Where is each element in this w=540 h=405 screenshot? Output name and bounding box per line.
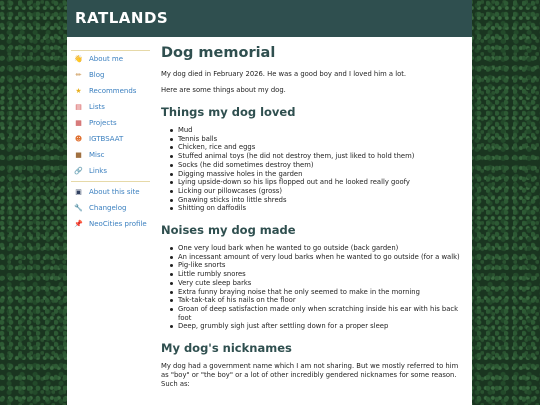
heart-eyes-icon: ☻ <box>74 134 83 143</box>
sidebar-item-projects[interactable] <box>71 115 150 131</box>
page-title: Dog memorial <box>161 45 276 61</box>
list-item: Groan of deep satisfaction made only when scratching inside his ear with his back foot <box>169 305 466 322</box>
sidebar-item-changelog[interactable] <box>71 200 150 216</box>
waving-hand-icon: 👋 <box>74 54 83 63</box>
sidebar-item-label: Links <box>89 167 107 175</box>
list-item: An incessant amount of very loud barks when he wanted to go outside (for a walk) <box>169 253 466 262</box>
list-item: Stuffed animal toys (he did not destroy them, just liked to hold them) <box>169 152 466 161</box>
sidebar-item-label: Changelog <box>89 204 127 212</box>
list-item: Tak-tak-tak of his nails on the floor <box>169 296 466 305</box>
site-header <box>67 0 472 37</box>
sidebar-item-label: Blog <box>89 71 105 79</box>
floppy-disk-icon: ▣ <box>75 187 82 196</box>
list-item: Gnawing sticks into little shreds <box>169 196 466 205</box>
list-item: Lying upside-down so his lips flopped out and he looked really goofy <box>169 178 466 187</box>
list-item: Chicken, rice and eggs <box>169 143 466 152</box>
box-icon: ■ <box>75 150 82 159</box>
nicknames-paragraph: My dog had a government name which I am not sharing. But we mostly referred to him as "boy" or "the boy" or a lot of other incredibly gendered nicknames for some reason. Such as: <box>161 362 459 389</box>
sidebar-item-misc[interactable] <box>71 147 150 163</box>
sidebar-item-links[interactable] <box>71 163 150 179</box>
list-item: Mud <box>169 126 466 135</box>
list-item: Pig-like snorts <box>169 261 466 270</box>
list-item: Socks (he did sometimes destroy them) <box>169 161 466 170</box>
section-heading-loved: Things my dog loved <box>161 105 296 119</box>
list-item: Tennis balls <box>169 135 466 144</box>
sidebar-item-about-me[interactable] <box>71 51 150 67</box>
sidebar-nav <box>71 50 150 232</box>
intro-paragraph: My dog died in February 2026. He was a good boy and I loved him a lot. <box>161 70 407 78</box>
section-heading-nicknames: My dog's nicknames <box>161 341 292 356</box>
list-item: Very cute sleep barks <box>169 279 466 288</box>
sidebar-item-label: About me <box>89 55 124 63</box>
pushpin-icon: 📌 <box>74 219 83 228</box>
loved-list <box>169 126 466 213</box>
sidebar-item-label: NeoCities profile <box>89 220 147 228</box>
list-item: Licking our pillowcases (gross) <box>169 187 466 196</box>
section-heading-noises: Noises my dog made <box>161 223 296 238</box>
sidebar-item-label: Lists <box>89 103 105 111</box>
list-item: Shitting on daffodils <box>169 204 466 213</box>
intro-paragraph-2: Here are some things about my dog. <box>161 86 286 94</box>
pencil-icon: ✏ <box>75 70 82 79</box>
noises-list <box>169 244 466 331</box>
sidebar-item-label: About this site <box>89 188 140 196</box>
sidebar-item-recommends[interactable] <box>71 83 150 99</box>
site-title[interactable]: RATLANDS <box>75 9 169 27</box>
list-icon: ▤ <box>75 102 82 111</box>
divider <box>71 181 150 182</box>
sidebar-item-label: Misc <box>89 151 105 159</box>
link-icon: 🔗 <box>74 166 83 175</box>
sidebar-item-lists[interactable] <box>71 99 150 115</box>
list-item: One very loud bark when he wanted to go outside (back garden) <box>169 244 466 253</box>
sidebar-item-label: Recommends <box>89 87 137 95</box>
list-item: Deep, grumbly sigh just after settling down for a proper sleep <box>169 322 466 331</box>
kanban-icon: ▦ <box>75 118 82 127</box>
main-content <box>161 45 466 396</box>
wrench-icon: 🔧 <box>74 203 83 212</box>
sidebar-item-blog[interactable] <box>71 67 150 83</box>
sidebar-item-neocities-profile[interactable] <box>71 216 150 232</box>
page-container <box>67 0 472 405</box>
list-item: Little rumbly snores <box>169 270 466 279</box>
list-item: Digging massive holes in the garden <box>169 170 466 179</box>
sidebar-item-about-this-site[interactable] <box>71 184 150 200</box>
star-icon: ★ <box>75 86 82 95</box>
sidebar-item-label: IGTBSAAT <box>89 135 124 143</box>
list-item: Extra funny braying noise that he only seemed to make in the morning <box>169 288 466 297</box>
sidebar-item-label: Projects <box>89 119 117 127</box>
sidebar-item-igtbsaat[interactable] <box>71 131 150 147</box>
